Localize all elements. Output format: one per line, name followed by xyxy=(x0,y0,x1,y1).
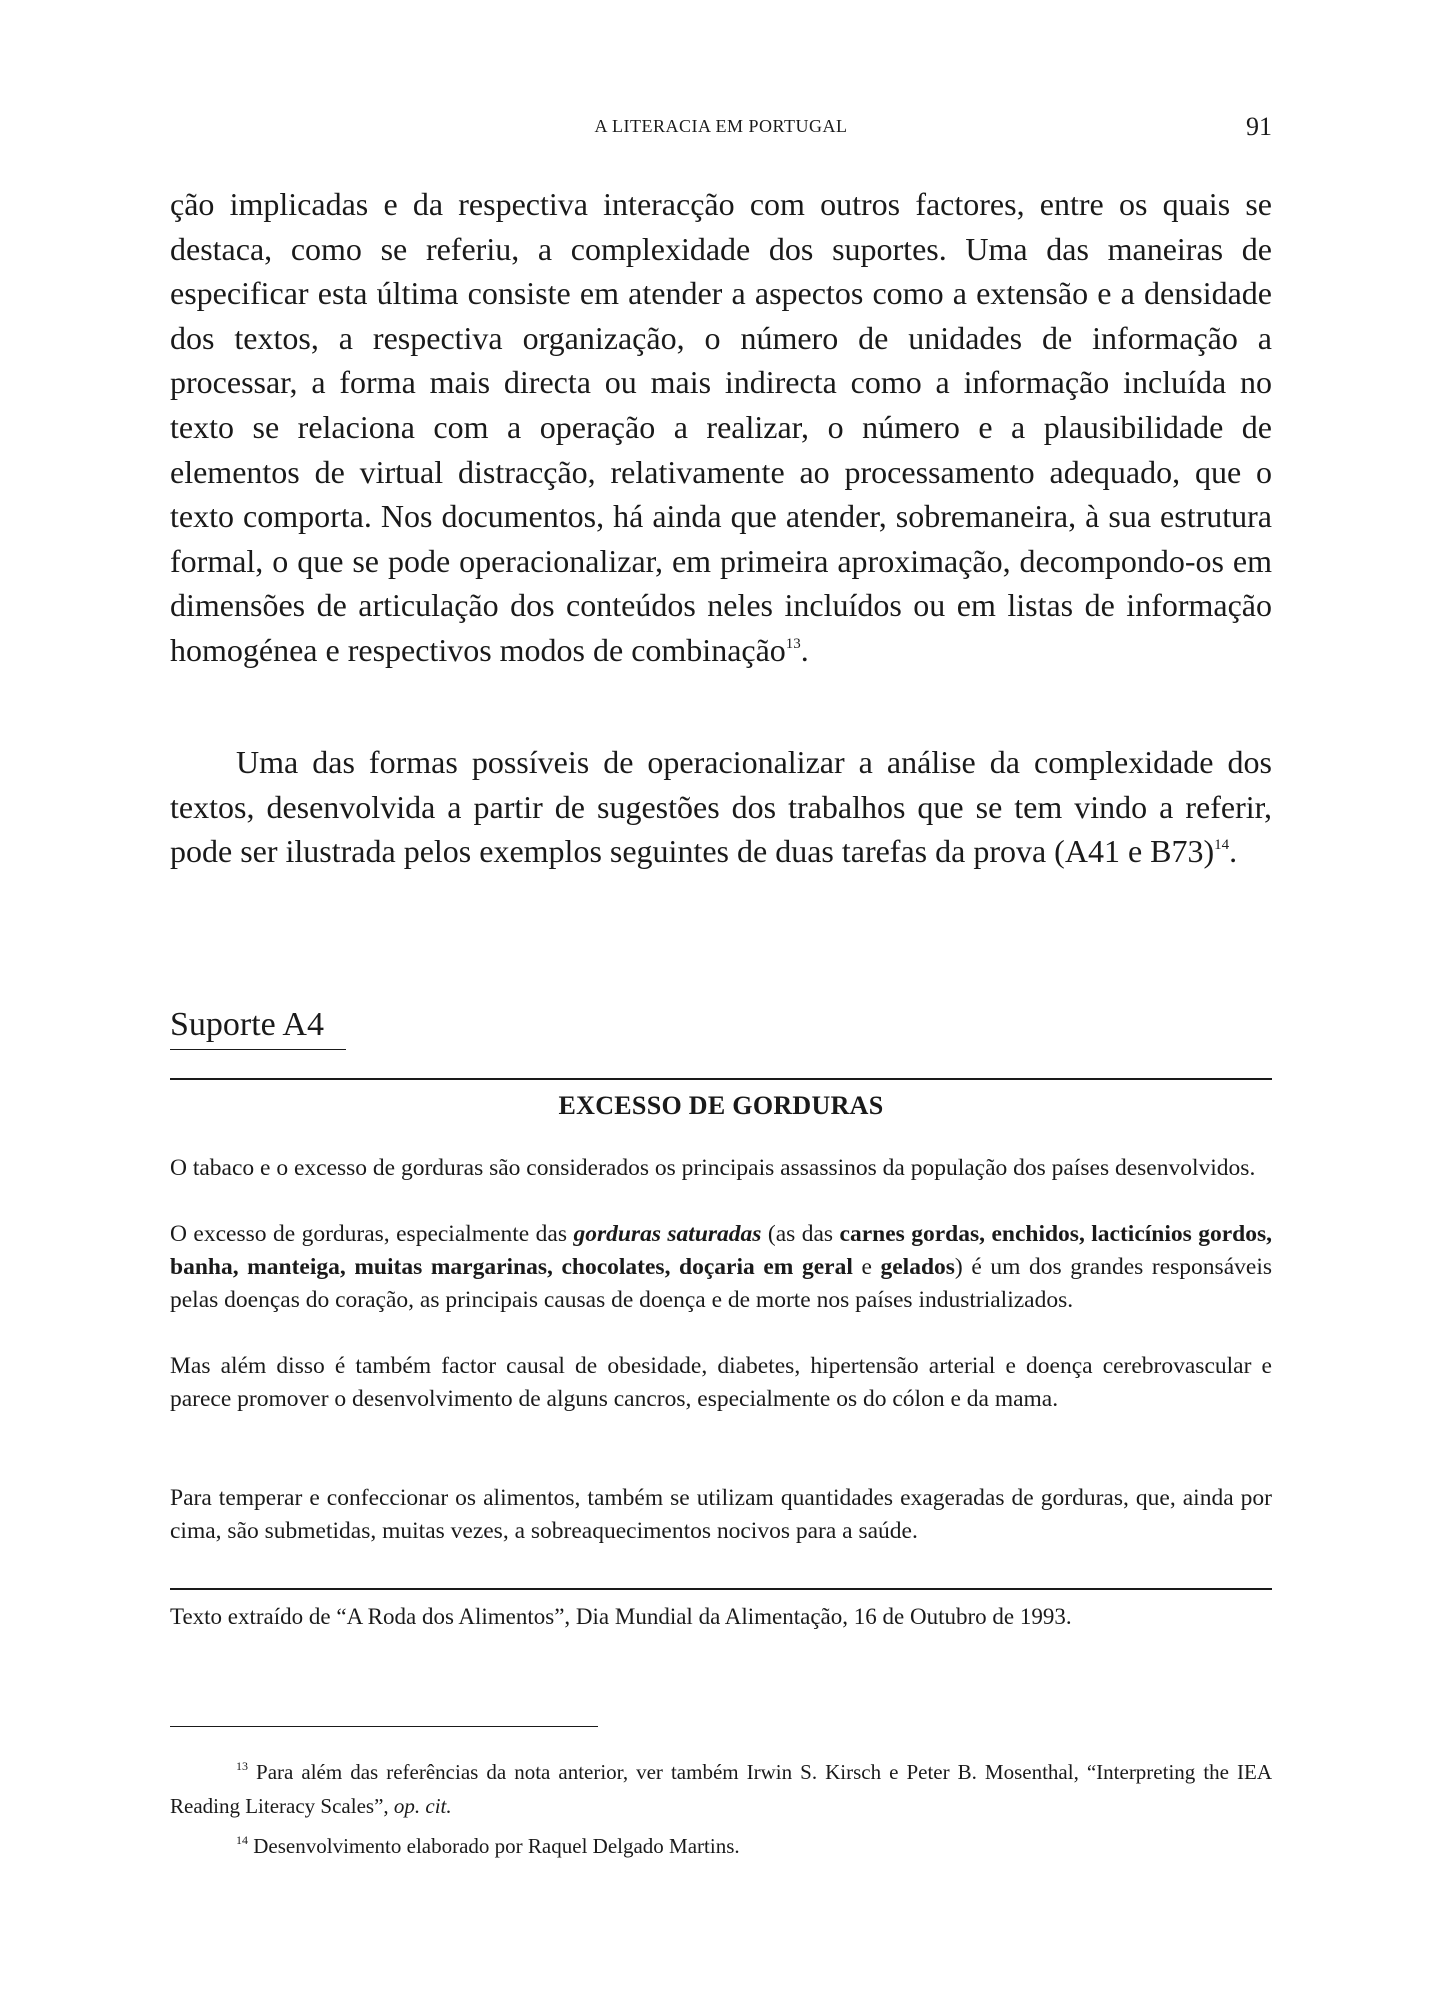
box-paragraph-2-text-1: O excesso de gorduras, especialmente das xyxy=(170,1221,574,1247)
box-paragraph-2-text-3: e xyxy=(852,1254,881,1280)
support-label-underline xyxy=(170,1049,346,1050)
box-paragraph-4: Para temperar e confeccionar os alimentos, também se utilizam quantidades exageradas de gorduras, que, ainda por cima, são submetidas, muitas vezes, a sobreaquecimentos nocivos para a saúde. xyxy=(170,1485,1272,1544)
body-paragraph-1 xyxy=(170,182,1272,680)
support-label: Suporte A4 xyxy=(170,1006,324,1043)
body-paragraph-1-end: . xyxy=(800,631,809,668)
box-emphasis-saturated-fats: gorduras saturadas xyxy=(573,1221,762,1247)
box-paragraph-3: Mas além disso é também factor causal de obesidade, diabetes, hipertensão arterial e doença cerebrovascular e parece promover o desenvolvimento de alguns cancros, especialmente os do cólon e da mama. xyxy=(170,1353,1272,1412)
page-number: 91 xyxy=(1246,112,1272,141)
box-emphasis-ice-cream: gelados xyxy=(880,1254,955,1280)
box-top-rule xyxy=(170,1078,1272,1080)
box-bottom-rule xyxy=(170,1588,1272,1590)
footnote-separator xyxy=(170,1726,598,1727)
footnote-14-text: Desenvolvimento elaborado por Raquel Delgado Martins. xyxy=(248,1834,740,1858)
footnote-13 xyxy=(170,1757,1272,1822)
footnote-13-text: Para além das referências da nota anterior, ver também Irwin S. Kirsch e Peter B. Mosenthal, “Interpreting the IEA Reading Literacy Scales”, xyxy=(170,1760,1272,1818)
running-title: A LITERACIA EM PORTUGAL xyxy=(594,116,848,136)
body-paragraph-2 xyxy=(170,740,1272,881)
footnote-13-number: 13 xyxy=(236,1759,248,1773)
body-paragraph-2-end: . xyxy=(1229,833,1238,870)
footnote-13-citation: op. cit. xyxy=(393,1794,452,1818)
source-note: Texto extraído de “A Roda dos Alimentos”, Dia Mundial da Alimentação, 16 de Outubro de 1993. xyxy=(170,1604,1072,1629)
box-paragraph-2-text-4: ) é um dos grandes responsáveis pelas doenças do coração, as principais causas de doença e de morte nos países industrializados. xyxy=(170,1254,1272,1313)
body-paragraph-2-text: Uma das formas possíveis de operacionalizar a análise da complexidade dos textos, desenvolvida a partir de sugestões dos trabalhos que se tem vindo a referir, pode ser ilustrada pelos exemplos seguintes de duas tarefas da prova (A41 e B73) xyxy=(170,744,1272,870)
running-header xyxy=(170,112,1272,142)
box-paragraph-2-text-2: (as das xyxy=(761,1221,840,1247)
box-paragraph-1: O tabaco e o excesso de gorduras são considerados os principais assassinos da população dos países desenvolvidos. xyxy=(170,1155,1256,1181)
footnote-14-number: 14 xyxy=(236,1833,248,1847)
box-paragraph-2 xyxy=(170,1218,1272,1317)
footnote-ref-13[interactable]: 13 xyxy=(785,635,801,652)
box-emphasis-foods: carnes gordas, enchidos, lacticínios gordos, banha, manteiga, muitas margarinas, chocolates, doçaria em geral xyxy=(170,1221,1273,1280)
body-paragraph-1-text: ção implicadas e da respectiva interacção com outros factores, entre os quais se destaca, como se referiu, a complexidade dos suportes. Uma das maneiras de especificar esta última consiste em atender a aspectos como a extensão e a densidade dos textos, a respectiva organização, o número de unidades de informação a processar, a forma mais directa ou mais indirecta como a informação incluída no texto se relaciona com a operação a realizar, o número e a plausibilidade de elementos de virtual distracção, relativamente ao processamento adequado, que o texto comporta. Nos documentos, há ainda que atender, sobremaneira, à sua estrutura formal, o que se pode operacionalizar, em primeira aproximação, decompondo-os em dimensões de articulação dos conteúdos neles incluídos ou em listas de informação homogénea e respectivos modos de combinação xyxy=(170,186,1272,668)
footnote-14 xyxy=(170,1831,1272,1865)
box-title: EXCESSO DE GORDURAS xyxy=(558,1091,884,1120)
footnote-ref-14[interactable]: 14 xyxy=(1214,837,1230,854)
